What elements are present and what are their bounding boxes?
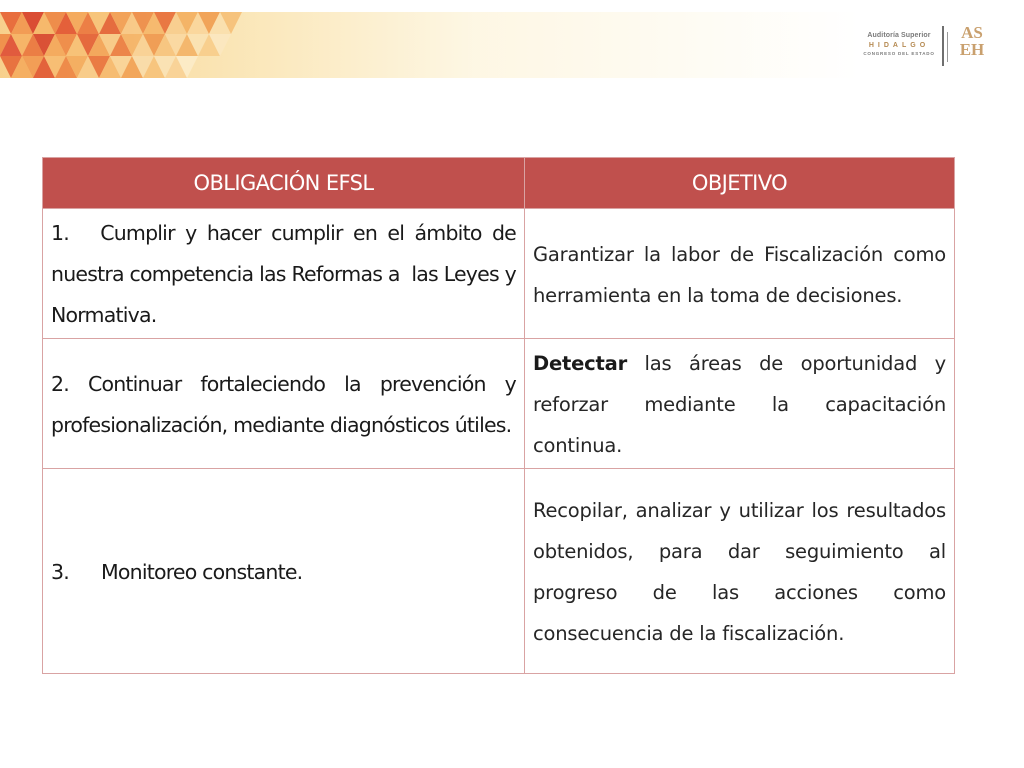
objective-body: Garantizar la labor de Fiscalización como herramienta en la toma de decisiones. [533, 242, 946, 307]
logo-text [862, 32, 936, 57]
triangle-pattern [0, 12, 260, 78]
obligation-text [51, 552, 516, 593]
logo-separator [942, 26, 944, 66]
obligation-cell [43, 209, 525, 339]
obligation-text: 1. Cumplir y hacer cumplir en el ámbito de nuestra competencia las Reformas a las Leyes y Normativa. [51, 221, 516, 327]
obligation-text: 2. Continuar fortaleciendo la prevención y profesionalización, mediante diagnósticos útiles. [51, 371, 516, 437]
obligations-table [42, 157, 955, 674]
table-row [43, 339, 955, 469]
objective-lead: Detectar [533, 352, 628, 375]
table-header-row [43, 158, 955, 209]
logo-line-congreso: CONGRESO DEL ESTADO [863, 51, 935, 56]
objective-cell [525, 469, 955, 674]
logo-monogram [954, 24, 990, 68]
objective-body: las áreas de oportunidad y reforzar mediante la capacitación continua. [533, 352, 946, 457]
obligation-cell [43, 339, 525, 469]
obligations-table-container [42, 157, 954, 674]
logo-monogram-top: AS [961, 23, 983, 42]
obligation-cell [43, 469, 525, 674]
obligation-body: Monitoreo constante. [101, 559, 303, 584]
logo-line-hidalgo: HIDALGO [868, 42, 930, 49]
asseh-logo [858, 24, 998, 68]
header-obligation: OBLIGACIÓN EFSL [43, 158, 525, 209]
table-row [43, 469, 955, 674]
objective-cell [525, 339, 955, 469]
objective-text [533, 490, 946, 654]
logo-line-auditoria: Auditoría Superior [867, 32, 931, 39]
logo-monogram-bottom: EH [959, 40, 985, 59]
objective-cell [525, 209, 955, 339]
obligation-number: 3. [51, 559, 69, 584]
table-row [43, 209, 955, 339]
objective-body: Recopilar, analizar y utilizar los resultados obtenidos, para dar seguimiento al progreso de las acciones como consecuencia de la fiscalización. [533, 499, 946, 645]
header-objective: OBJETIVO [525, 158, 955, 209]
logo-separator-thin [947, 32, 948, 62]
objective-text [533, 234, 946, 316]
objective-text [533, 343, 946, 466]
